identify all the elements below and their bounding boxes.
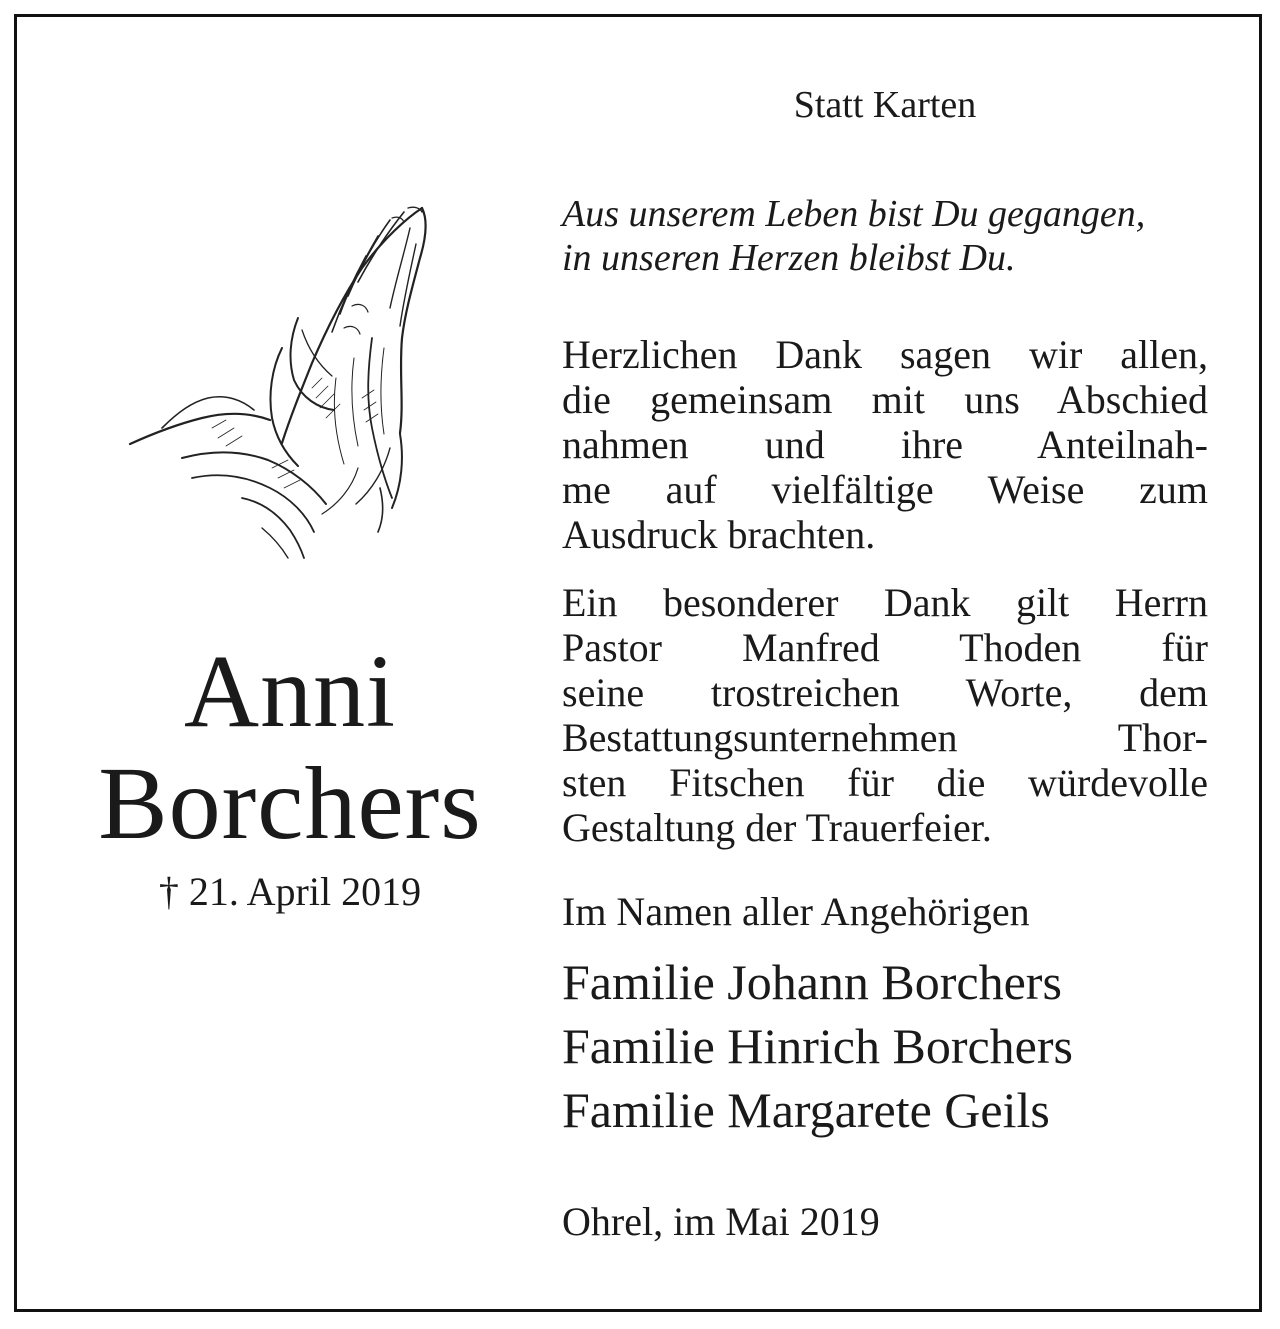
praying-hands-icon (122, 198, 442, 560)
family-name: Familie Johann Borchers (562, 954, 1062, 1010)
family-name: Familie Hinrich Borchers (562, 1018, 1073, 1074)
paragraph-line: Ausdruck brachten. (562, 512, 876, 557)
motto-line: Aus unserem Leben bist Du gegangen, (562, 193, 1146, 235)
paragraph-line: me auf vielfältige Weise zum (562, 467, 1208, 512)
paragraph-line: die gemeinsam mit uns Abschied (562, 377, 1208, 422)
thanks-paragraph (562, 332, 1208, 557)
deceased-first-name: Anni (184, 634, 396, 749)
notice-header: Statt Karten (793, 84, 977, 126)
motto-line: in unseren Herzen bleibst Du. (562, 237, 1016, 279)
special-thanks-paragraph (562, 580, 1208, 850)
paragraph-line: Gestaltung der Trauerfeier. (562, 805, 992, 850)
death-date: † 21. April 2019 (158, 869, 422, 914)
paragraph-line: Herzlichen Dank sagen wir allen, (562, 332, 1208, 377)
paragraph-line: Bestattungsunternehmen Thor- (562, 715, 1208, 760)
paragraph-line: seine trostreichen Worte, dem (562, 670, 1208, 715)
paragraph-line: nahmen und ihre Anteilnah- (562, 422, 1208, 467)
family-list (562, 950, 1073, 1142)
place-date: Ohrel, im Mai 2019 (562, 1199, 880, 1244)
paragraph-line: Ein besonderer Dank gilt Herrn (562, 580, 1208, 625)
family-name: Familie Margarete Geils (562, 1082, 1050, 1138)
signature-intro: Im Namen aller Angehörigen (562, 889, 1030, 934)
deceased-last-name: Borchers (98, 746, 482, 861)
paragraph-line: Pastor Manfred Thoden für (562, 625, 1208, 670)
paragraph-line: sten Fitschen für die würdevolle (562, 760, 1208, 805)
motto (562, 192, 1222, 280)
